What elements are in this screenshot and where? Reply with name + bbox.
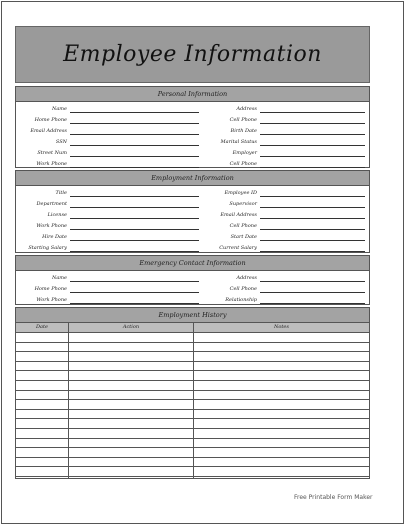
field-input-name[interactable] [70, 273, 199, 282]
field-row [16, 273, 369, 283]
emergency-contact-section [15, 255, 370, 305]
footer-credit: Free Printable Form Maker [294, 494, 373, 501]
employment-information-section [15, 170, 370, 253]
field-row [16, 210, 369, 220]
field-input-cell-phone[interactable] [260, 159, 365, 168]
field-label-email-address: Email Address [220, 212, 257, 218]
field-input-start-date[interactable] [260, 232, 365, 241]
column-divider [68, 322, 69, 478]
field-row [16, 137, 369, 147]
field-input-employee-id[interactable] [260, 188, 365, 197]
field-input-starting-salary[interactable] [70, 243, 199, 252]
field-input-address[interactable] [260, 273, 365, 282]
field-label-name: Name [51, 106, 67, 112]
form-page [1, 1, 404, 524]
field-label-cell-phone: Cell Phone [229, 161, 257, 167]
field-input-current-salary[interactable] [260, 243, 365, 252]
field-label-work-phone: Work Phone [36, 161, 67, 167]
field-input-work-phone[interactable] [70, 159, 199, 168]
column-header-action: Action [122, 324, 140, 330]
title-bar [15, 26, 370, 83]
field-input-cell-phone[interactable] [260, 221, 365, 230]
field-input-cell-phone[interactable] [260, 284, 365, 293]
personal-information-heading: Personal Information [16, 87, 369, 102]
field-input-hire-date[interactable] [70, 232, 199, 241]
field-input-employer[interactable] [260, 148, 365, 157]
field-input-work-phone[interactable] [70, 221, 199, 230]
field-label-name: Name [51, 275, 67, 281]
field-row [16, 221, 369, 231]
field-label-relationship: Relationship [225, 297, 257, 303]
field-label-home-phone: Home Phone [34, 286, 67, 292]
field-label-street-num: Street Num [37, 150, 67, 156]
field-label-work-phone: Work Phone [36, 297, 67, 303]
field-input-cell-phone[interactable] [260, 115, 365, 124]
field-input-ssn[interactable] [70, 137, 199, 146]
field-label-home-phone: Home Phone [34, 117, 67, 123]
employment-history-section [15, 307, 370, 479]
field-input-street-num[interactable] [70, 148, 199, 157]
field-row [16, 126, 369, 136]
employment-history-heading: Employment History [16, 308, 369, 323]
field-label-ssn: SSN [55, 139, 67, 145]
field-label-address: Address [236, 106, 257, 112]
field-label-email-address: Email Address [30, 128, 67, 134]
field-input-home-phone[interactable] [70, 115, 199, 124]
field-input-title[interactable] [70, 188, 199, 197]
column-header-notes: Notes [274, 324, 289, 330]
field-input-birth-date[interactable] [260, 126, 365, 135]
field-label-cell-phone: Cell Phone [229, 117, 257, 123]
field-input-supervisor[interactable] [260, 199, 365, 208]
field-label-marital-status: Marital Status [220, 139, 257, 145]
field-label-title: Title [55, 190, 67, 196]
field-input-work-phone[interactable] [70, 295, 199, 304]
field-input-name[interactable] [70, 104, 199, 113]
field-row [16, 284, 369, 294]
field-input-email-address[interactable] [70, 126, 199, 135]
field-label-employer: Employer [232, 150, 257, 156]
form-title: Employee Information [63, 42, 322, 67]
field-row [16, 295, 369, 305]
field-label-work-phone: Work Phone [36, 223, 67, 229]
field-input-license[interactable] [70, 210, 199, 219]
field-input-marital-status[interactable] [260, 137, 365, 146]
field-label-employee-id: Employee ID [224, 190, 257, 196]
field-row [16, 243, 369, 253]
field-label-address: Address [236, 275, 257, 281]
personal-information-section [15, 86, 370, 168]
field-row [16, 148, 369, 158]
field-label-current-salary: Current Salary [219, 245, 257, 251]
field-label-department: Department [36, 201, 67, 207]
field-row [16, 159, 369, 169]
field-row [16, 199, 369, 209]
field-input-home-phone[interactable] [70, 284, 199, 293]
field-label-starting-salary: Starting Salary [28, 245, 67, 251]
field-input-address[interactable] [260, 104, 365, 113]
field-label-birth-date: Birth Date [230, 128, 257, 134]
field-row [16, 188, 369, 198]
field-row [16, 115, 369, 125]
emergency-contact-heading: Emergency Contact Information [16, 256, 369, 271]
field-label-license: License [47, 212, 67, 218]
field-label-cell-phone: Cell Phone [229, 286, 257, 292]
field-input-email-address[interactable] [260, 210, 365, 219]
field-label-hire-date: Hire Date [42, 234, 67, 240]
field-input-department[interactable] [70, 199, 199, 208]
field-row [16, 104, 369, 114]
field-label-start-date: Start Date [230, 234, 257, 240]
field-label-cell-phone: Cell Phone [229, 223, 257, 229]
column-divider [193, 322, 194, 478]
field-input-relationship[interactable] [260, 295, 365, 304]
column-header-date: Date [36, 324, 48, 330]
field-row [16, 232, 369, 242]
field-label-supervisor: Supervisor [229, 201, 257, 207]
employment-information-heading: Employment Information [16, 171, 369, 186]
